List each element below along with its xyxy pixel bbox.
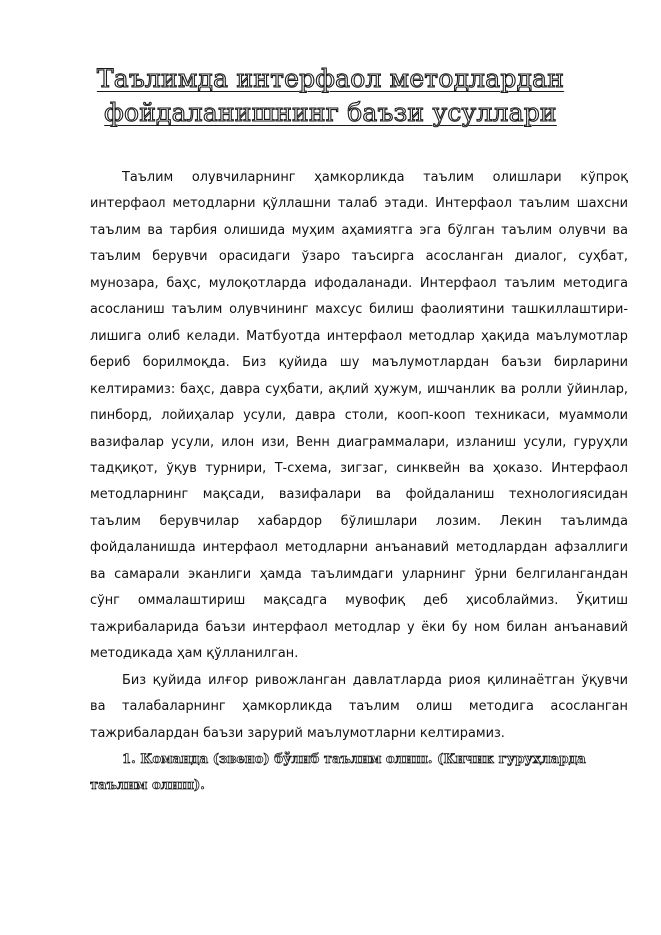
page-title (0, 62, 661, 130)
document-body (90, 165, 628, 800)
section-heading: 1. Команда (звено) бўлиб таълим олиш. (Кичик гуруҳларда таълим олиш). (90, 751, 586, 794)
paragraph-intro: Таълим олувчиларнинг ҳамкорликда таълим олишлари кўпроқ интерфаол методларни қўллашни талаб этади. Интерфаол таълим шахсни таълим ва тарбия олишида муҳим аҳамиятга эга бўлган таълим олувчи ва таълим берувчи орасидаги ўзаро таъсирга асосланган диалог, суҳбат, мунозара, баҳс, мулоқотларда ифодаланади. Интерфаол таълим методига асосланиш таълим олувчининг махсус билиш фаолиятини ташкиллаштири-лишига олиб келади. Матбуотда интерфаол методлар ҳақида маълумотлар бериб борилмоқда. Биз қуйида шу маълумотлардан баъзи бирларини келтирамиз: баҳс, давра суҳбати, ақлий ҳужум, ишчанлик ва ролли ўйинлар, пинборд, лойиҳалар усули, давра столи, кооп-кооп техникаси, муаммоли вазифалар усули, илон изи, Венн диаграммалари, изланиш усули, гуруҳли тадқиқот, ўқув турнири, Т-схема, зигзаг, синквейн ва ҳоказо. Интерфаол методларнинг мақсади, вазифалари ва фойдаланиш технологиясидан таълим берувчилар хабардор бўлишлари лозим. Лекин таълимда фойдаланишда интерфаол методларни анъанавий методлардан афзаллиги ва самарали эканлиги ҳамда таълимдаги уларнинг ўрни белгилангандан сўнг оммалаштириш мақсадга мувофиқ деб ҳисоблаймиз. Ўқитиш тажрибаларида баъзи интерфаол методлар у ёки бу ном билан анъанавий методикада ҳам қўлланилган. (90, 170, 628, 662)
paragraph-second: Биз қуйида илғор ривожланган давлатларда риоя қилинаётган ўқувчи ва талабаларнинг ҳамкорликда таълим олиш методига асосланган тажрибалардан баъзи зарурий маълумотларни келтирамиз. (90, 672, 628, 741)
title-line-1: Таълимда интерфаол методлардан (96, 64, 565, 93)
title-line-2: фойдаланишнинг баъзи усуллари (104, 98, 557, 127)
